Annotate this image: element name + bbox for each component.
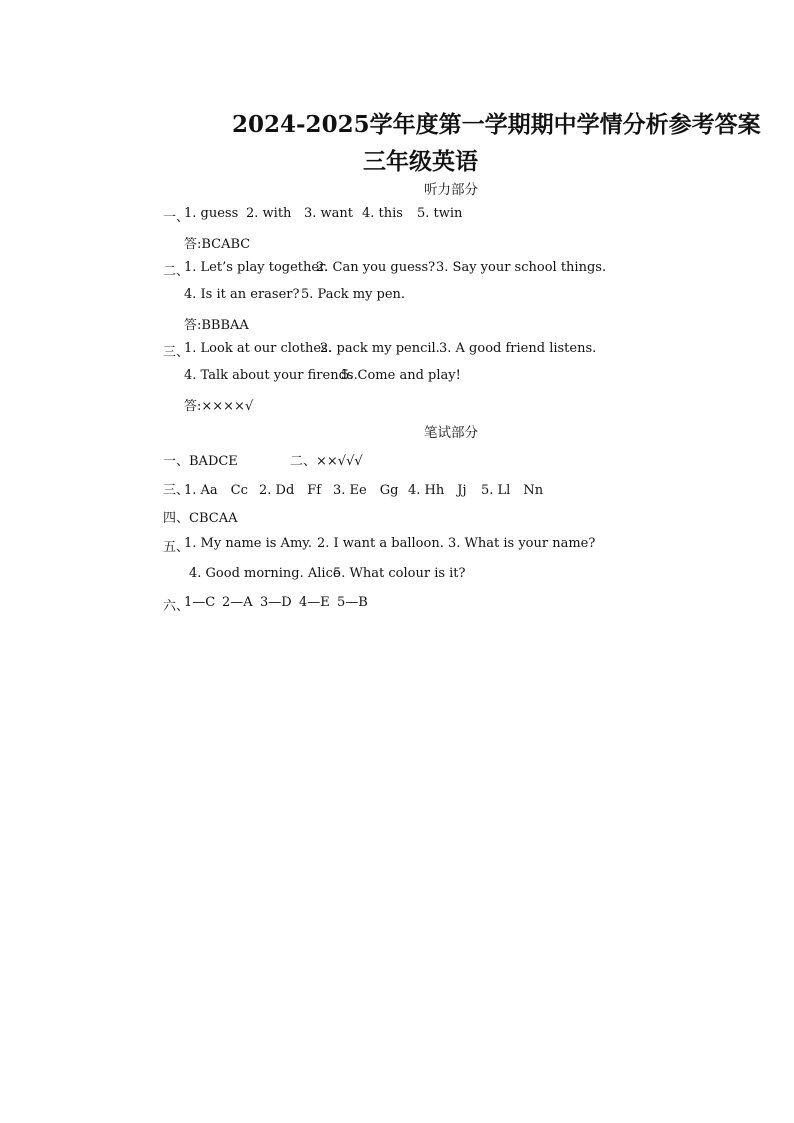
- listening-q3-item: 1. Look at our clothes.: [184, 341, 332, 356]
- written-q6-item: 3—D: [260, 595, 292, 610]
- listening-q3-item: 4. Talk about your firends.: [184, 368, 358, 383]
- written-q5-item: 2. I want a balloon.: [317, 536, 444, 551]
- written-q3-prefix: 三、: [163, 483, 190, 498]
- written-q5-item: 5. What colour is it?: [333, 566, 466, 581]
- listening-q2-item: 3. Say your school things.: [436, 260, 607, 275]
- listening-q1-item: 3. want: [304, 206, 354, 221]
- written-heading: 笔试部分: [424, 425, 478, 441]
- written-q6-item: 2—A: [222, 595, 253, 610]
- listening-q2-item: 5. Pack my pen.: [301, 287, 406, 302]
- written-q1: 一、BADCE: [163, 454, 238, 469]
- listening-q1-item: 2. with: [246, 206, 292, 221]
- listening-q3-prefix: 三、: [163, 345, 190, 360]
- written-q5-item: 3. What is your name?: [448, 536, 596, 551]
- written-q3-item: 2. Dd Ff: [259, 483, 322, 498]
- written-q5-item: 4. Good morning. Alice: [189, 566, 341, 581]
- page-title: 2024-2025学年度第一学期期中学情分析参考答案: [232, 111, 761, 138]
- listening-q1-prefix: 一、: [163, 210, 190, 225]
- written-q6-item: 5—B: [337, 595, 368, 610]
- written-q3-item: 3. Ee Gg: [333, 483, 399, 498]
- written-q3-item: 1. Aa Cc: [184, 483, 248, 498]
- listening-heading: 听力部分: [424, 182, 478, 198]
- written-q6-item: 1—C: [184, 595, 216, 610]
- listening-q3-item: 5. Come and play!: [341, 368, 461, 383]
- listening-q2-item: 2. Can you guess?: [316, 260, 436, 275]
- written-q4: 四、CBCAA: [163, 511, 238, 526]
- listening-q3-item: 2. pack my pencil.: [320, 341, 440, 356]
- listening-q2-answer: 答:BBBAA: [184, 318, 249, 333]
- listening-q2-item: 1. Let’s play together.: [184, 260, 329, 275]
- page-subtitle: 三年级英语: [363, 148, 478, 175]
- written-q3-item: 5. Ll Nn: [481, 483, 544, 498]
- written-q2: 二、××√√√: [290, 454, 363, 469]
- written-q6-item: 4—E: [299, 595, 330, 610]
- written-q5-item: 1. My name is Amy.: [184, 536, 313, 551]
- listening-q2-prefix: 二、: [163, 264, 190, 279]
- listening-q1-answer: 答:BCABC: [184, 237, 251, 252]
- listening-q3-item: 3. A good friend listens.: [439, 341, 597, 356]
- written-q3-item: 4. Hh Jj: [408, 483, 467, 498]
- written-q5-prefix: 五、: [163, 540, 190, 555]
- listening-q1-item: 4. this: [362, 206, 403, 221]
- listening-q2-item: 4. Is it an eraser?: [184, 287, 300, 302]
- listening-q3-answer: 答:××××√: [184, 399, 254, 414]
- listening-q1-item: 1. guess: [184, 206, 239, 221]
- written-q6-prefix: 六、: [163, 599, 190, 614]
- listening-q1-item: 5. twin: [417, 206, 463, 221]
